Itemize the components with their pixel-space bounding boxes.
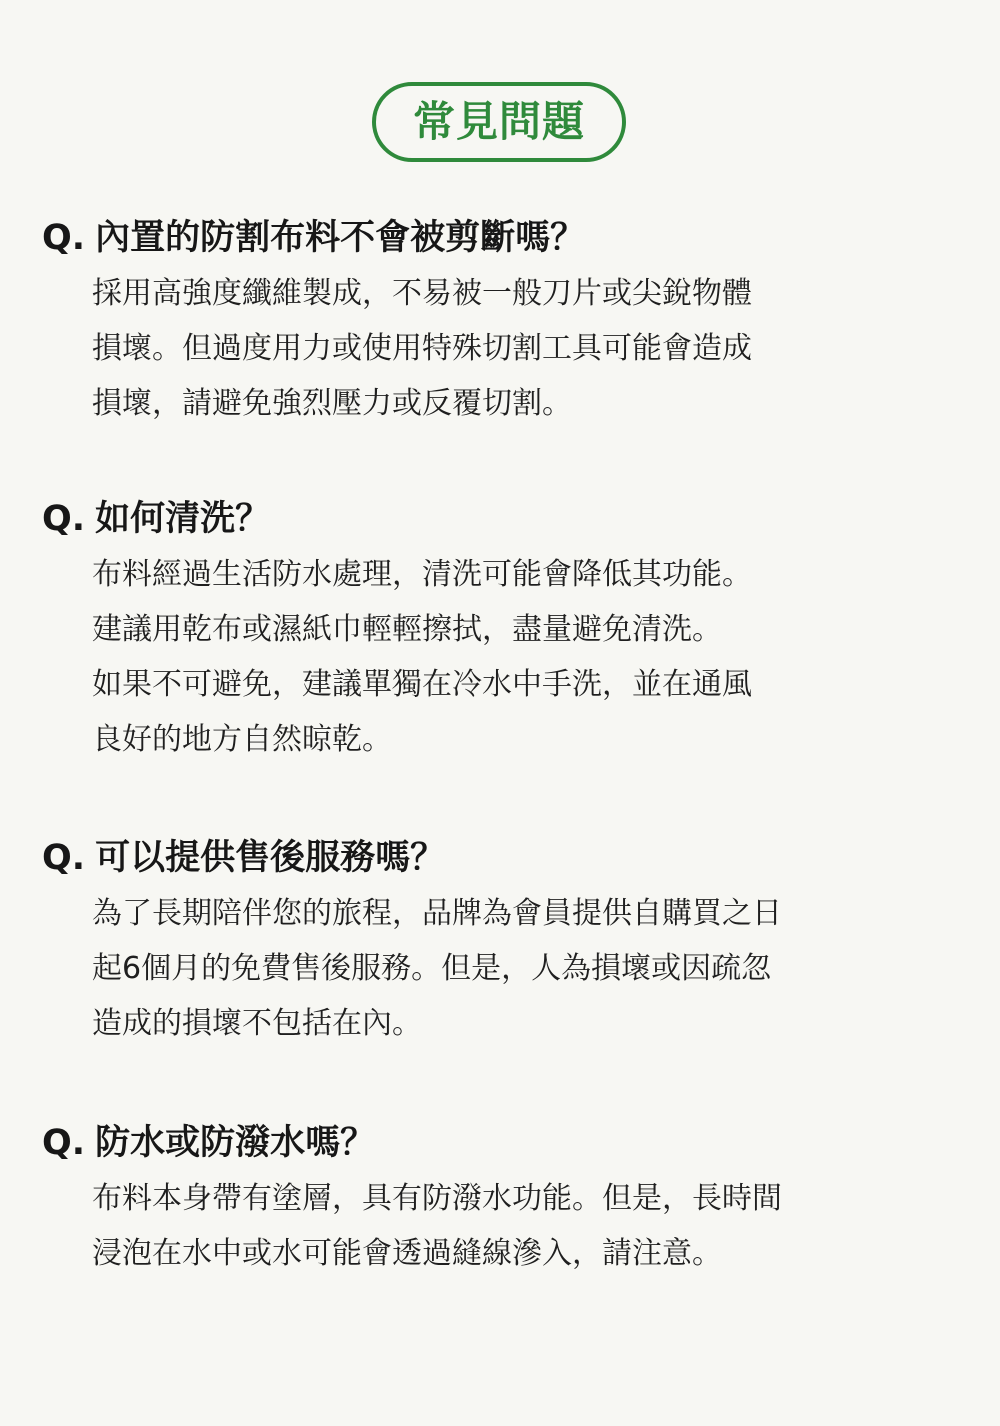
question-prefix: Q. <box>42 499 86 539</box>
answer-line: 損壞，請避免強烈壓力或反覆切割。 <box>92 386 572 421</box>
question-text: 防水或防潑水嗎？ <box>95 1123 376 1163</box>
answer-line: 浸泡在水中或水可能會透過縫線滲入，請注意。 <box>92 1236 722 1271</box>
answer-line: 為了長期陪伴您的旅程，品牌為會員提供自購買之日 <box>92 896 782 931</box>
page-title: 常見問題 <box>412 97 585 146</box>
faq-item-after-sales <box>42 836 942 1051</box>
question-prefix: Q. <box>42 218 86 258</box>
question-text: 內置的防割布料不會被剪斷嗎？ <box>95 218 586 258</box>
question-prefix: Q. <box>42 1123 86 1163</box>
title-badge <box>372 82 626 162</box>
answer-line: 布料經過生活防水處理，清洗可能會降低其功能。 <box>92 557 752 592</box>
faq-question <box>42 497 942 541</box>
question-prefix: Q. <box>42 838 86 878</box>
faq-item-waterproof <box>42 1121 942 1281</box>
faq-item-cleaning <box>42 497 942 767</box>
question-text: 如何清洗？ <box>95 499 271 539</box>
faq-answer <box>92 266 942 431</box>
answer-line: 布料本身帶有塗層，具有防潑水功能。但是，長時間 <box>92 1181 782 1216</box>
faq-question <box>42 836 942 880</box>
faq-item-cut-resistance <box>42 216 942 431</box>
faq-answer <box>92 547 942 767</box>
faq-answer <box>92 886 942 1051</box>
answer-line: 建議用乾布或濕紙巾輕輕擦拭，盡量避免清洗。 <box>92 612 722 647</box>
faq-question <box>42 216 942 260</box>
answer-line: 損壞。但過度用力或使用特殊切割工具可能會造成 <box>92 331 752 366</box>
faq-answer <box>92 1171 942 1281</box>
answer-line: 良好的地方自然晾乾。 <box>92 722 392 757</box>
answer-line: 如果不可避免，建議單獨在冷水中手洗，並在通風 <box>92 667 752 702</box>
answer-line: 採用高強度纖維製成，不易被一般刀片或尖銳物體 <box>92 276 752 311</box>
faq-question <box>42 1121 942 1165</box>
question-text: 可以提供售後服務嗎？ <box>95 838 446 878</box>
answer-line: 起6個月的免費售後服務。但是，人為損壞或因疏忽 <box>92 951 772 986</box>
answer-line: 造成的損壞不包括在內。 <box>92 1006 422 1041</box>
